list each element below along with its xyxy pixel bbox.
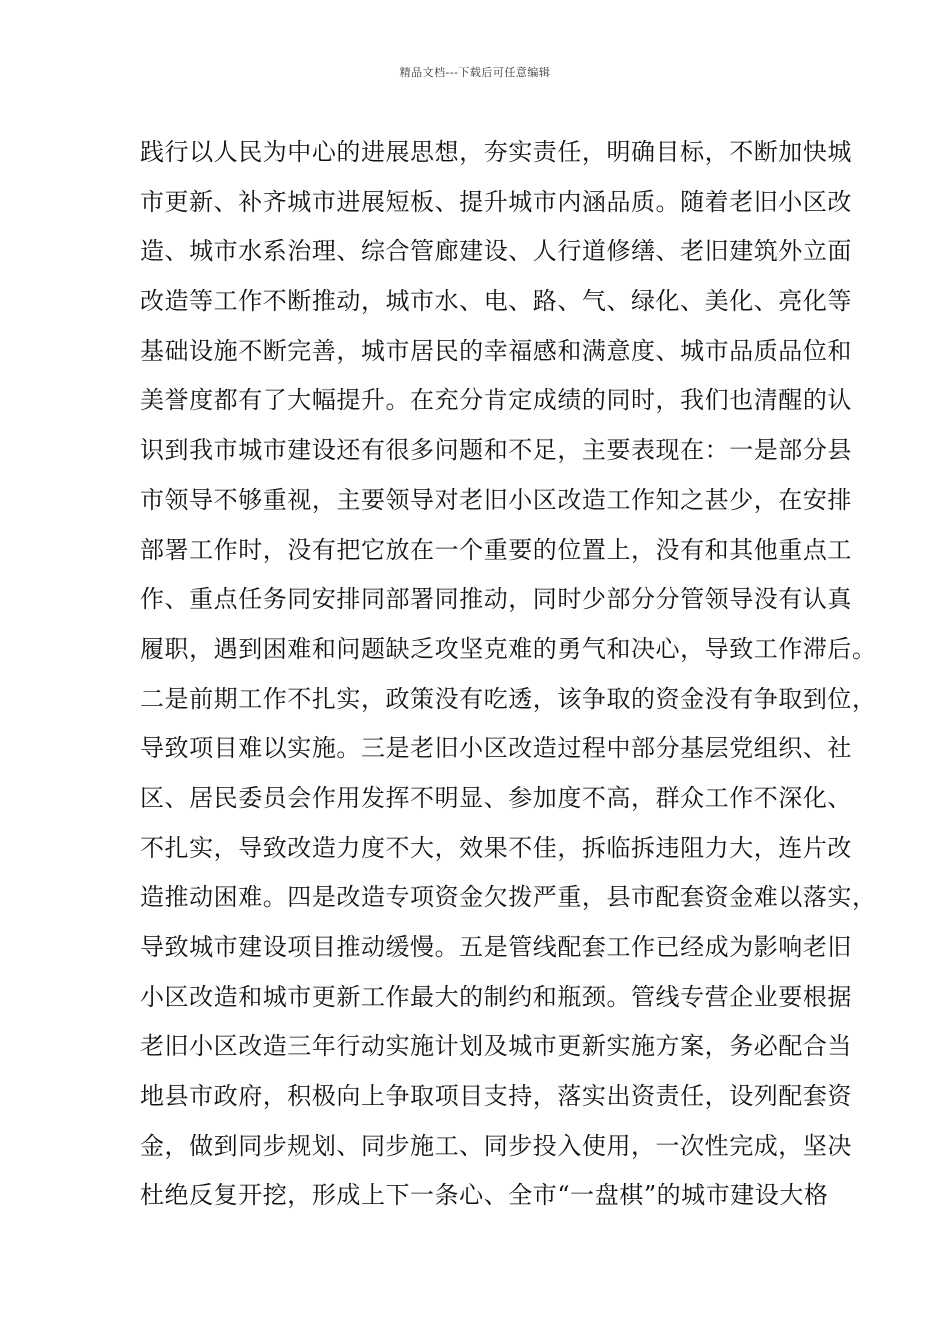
text-line: 践行以人民为中心的进展思想，夯实责任，明确目标，不断加快城 <box>140 138 852 166</box>
text-line: 市领导不够重视，主要领导对老旧小区改造工作知之甚少，在安排 <box>140 485 852 514</box>
text-line: 识到我市城市建设还有很多问题和不足，主要表现在：一是部分县 <box>140 436 852 465</box>
text-line: 金，做到同步规划、同步施工、同步投入使用，一次性完成，坚决 <box>140 1131 852 1160</box>
text-line: 二是前期工作不扎实，政策没有吃透，该争取的资金没有争取到位， <box>140 684 877 713</box>
text-line: 改造等工作不断推动，城市水、电、路、气、绿化、美化、亮化等 <box>140 287 852 316</box>
text-line: 小区改造和城市更新工作最大的制约和瓶颈。管线专营企业要根据 <box>140 982 852 1011</box>
text-line: 市更新、补齐城市进展短板、提升城市内涵品质。随着老旧小区改 <box>140 187 852 216</box>
text-line: 作、重点任务同安排同部署同推动，同时少部分分管领导没有认真 <box>140 585 852 614</box>
text-line: 区、居民委员会作用发挥不明显、参加度不高，群众工作不深化、 <box>140 783 852 812</box>
text-line: 履职，遇到困难和问题缺乏攻坚克难的勇气和决心，导致工作滞后。 <box>140 634 877 663</box>
text-line: 部署工作时，没有把它放在一个重要的位置上，没有和其他重点工 <box>140 535 852 564</box>
text-line: 杜绝反复开挖，形成上下一条心、全市“一盘棋”的城市建设大格 <box>140 1181 829 1210</box>
text-line: 基础设施不断完善，城市居民的幸福感和满意度、城市品质品位和 <box>140 336 852 365</box>
text-line: 导致项目难以实施。三是老旧小区改造过程中部分基层党组织、社 <box>140 734 852 763</box>
body-paragraph <box>140 128 877 1221</box>
text-line: 不扎实，导致改造力度不大，效果不佳，拆临拆违阻力大，连片改 <box>140 833 852 862</box>
text-line: 导致城市建设项目推动缓慢。五是管线配套工作已经成为影响老旧 <box>140 933 852 961</box>
page-header: 精品文档---下载后可任意编辑 <box>399 66 551 79</box>
text-line: 地县市政府，积极向上争取项目支持，落实出资责任，设列配套资 <box>140 1082 852 1111</box>
text-line: 老旧小区改造三年行动实施计划及城市更新实施方案，务必配合当 <box>140 1032 852 1061</box>
text-line: 造、城市水系治理、综合管廊建设、人行道修缮、老旧建筑外立面 <box>140 237 852 266</box>
text-line: 美誉度都有了大幅提升。在充分肯定成绩的同时，我们也清醒的认 <box>140 386 852 415</box>
text-line: 造推动困难。四是改造专项资金欠拨严重，县市配套资金难以落实， <box>140 883 877 912</box>
